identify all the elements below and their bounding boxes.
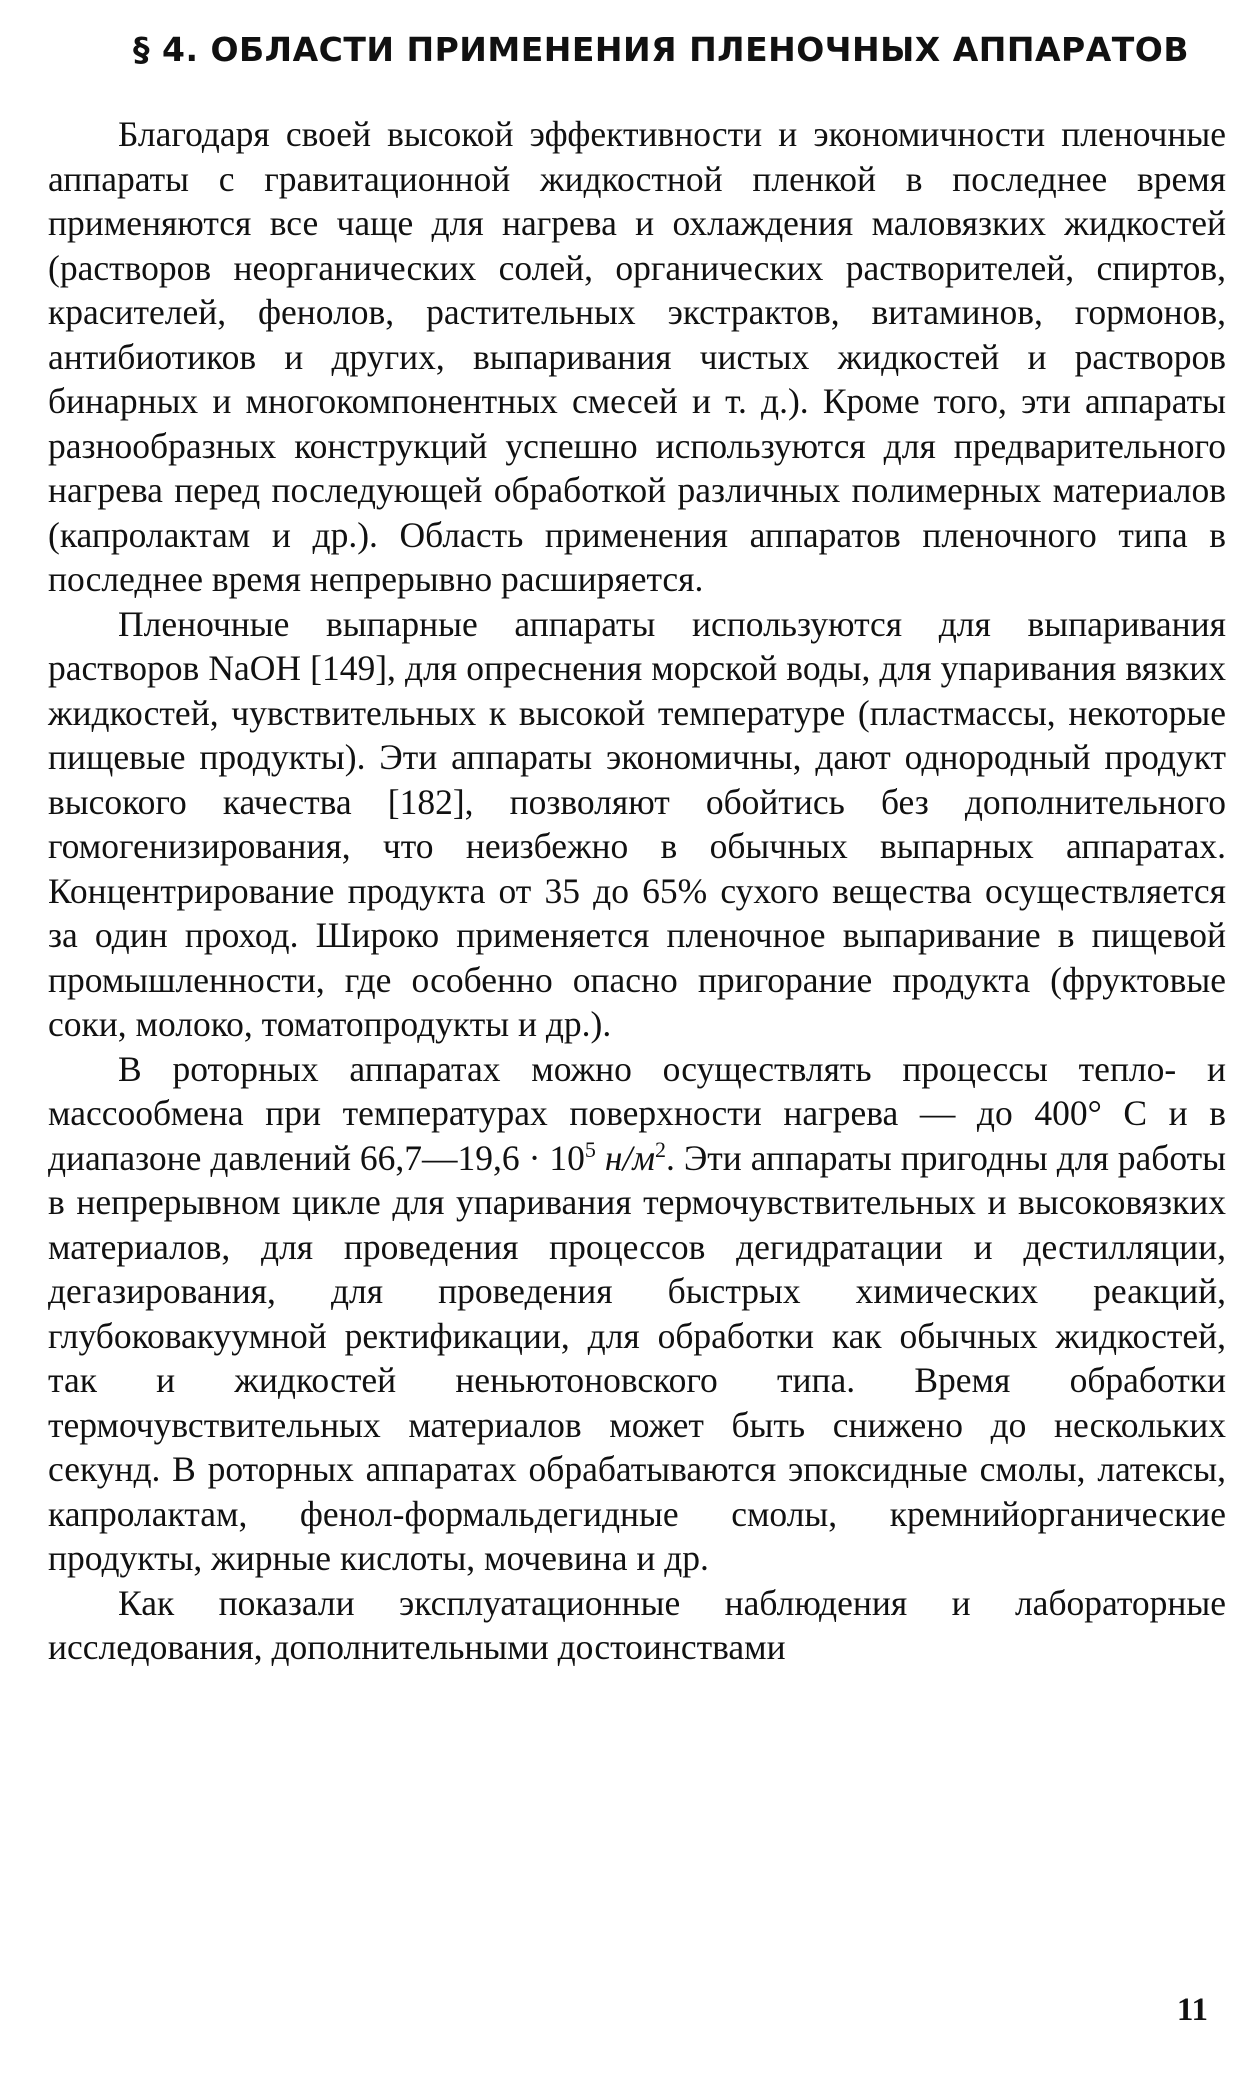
paragraph-1: Благодаря своей высокой эффективности и экономичности пленочные аппараты с гравитационной жидкостной пленкой в последнее время применяются все чаще для нагрева и охлаждения маловязких жидкостей (растворов неорганических солей, органических растворителей, спиртов, красителей, фенолов, растительных экстрактов, витаминов, гормонов, антибиотиков и других, выпаривания чистых жидкостей и растворов бинарных и многокомпонентных смесей и т. д.). Кроме того, эти аппараты разнообразных конструкций успешно используются для предварительного нагрева перед последующей обработкой различных полимерных материалов (капролактам и др.). Область применения аппаратов пленочного типа в последнее время непрерывно расширяется. xyxy=(48,114,1226,599)
section-heading: § 4. ОБЛАСТИ ПРИМЕНЕНИЯ ПЛЕНОЧНЫХ АППАРАТОВ xyxy=(133,30,1189,69)
paragraph-3-start: В роторных аппаратах можно осуществлять процессы тепло- и массообмена при температурах поверхности нагрева — до 400° С и в диапазоне давлений 66,7—19,6 · 10 xyxy=(48,1048,1226,1178)
paragraph-2: Пленочные выпарные аппараты используются для выпаривания растворов NaOH [149], для опреснения морской воды, для упаривания вязких жидкостей, чувствительных к высокой температуре (пластмассы, некоторые пищевые продукты). Эти аппараты экономичны, дают однородный продукт высокого качества [182], позволяют обойтись без дополнительного гомогенизирования, что неизбежно в обычных выпарных аппаратах. Концентрирование продукта от 35 до 65% сухого вещества осуществляется за один проход. Широко применяется пленочное выпаривание в пищевой промышленности, где особенно опасно пригорание продукта (фруктовые соки, молоко, томатопродукты и др.). xyxy=(48,603,1226,1044)
page-number: 11 xyxy=(1176,1992,1208,2028)
unit-exponent: 2 xyxy=(655,1136,667,1162)
paragraph-3 xyxy=(48,1047,1226,1581)
paragraph-4: Как показали эксплуатационные наблюдения и лабораторные исследования, дополнительными достоинствами xyxy=(48,1582,1226,1667)
paragraph-3-rest: . Эти аппараты пригодны для работы в непрерывном цикле для упаривания термочувствительных и высоковязких материалов, для проведения процессов дегидратации и дестилляции, дегазирования, для проведения быстрых химических реакций, глубоковакуумной ректификации, для обработки как обычных жидкостей, так и жидкостей неньютоновского типа. Время обработки термочувствительных материалов может быть снижено до нескольких секунд. В роторных аппаратах обрабатываются эпоксидные смолы, латексы, капролактам, фенол-формальдегидные смолы, кремнийорганические продукты, жирные кислоты, мочевина и др. xyxy=(48,1137,1227,1578)
page-body xyxy=(48,28,1226,1670)
pressure-unit: н/м xyxy=(604,1137,656,1178)
power-exponent: 5 xyxy=(584,1136,596,1162)
